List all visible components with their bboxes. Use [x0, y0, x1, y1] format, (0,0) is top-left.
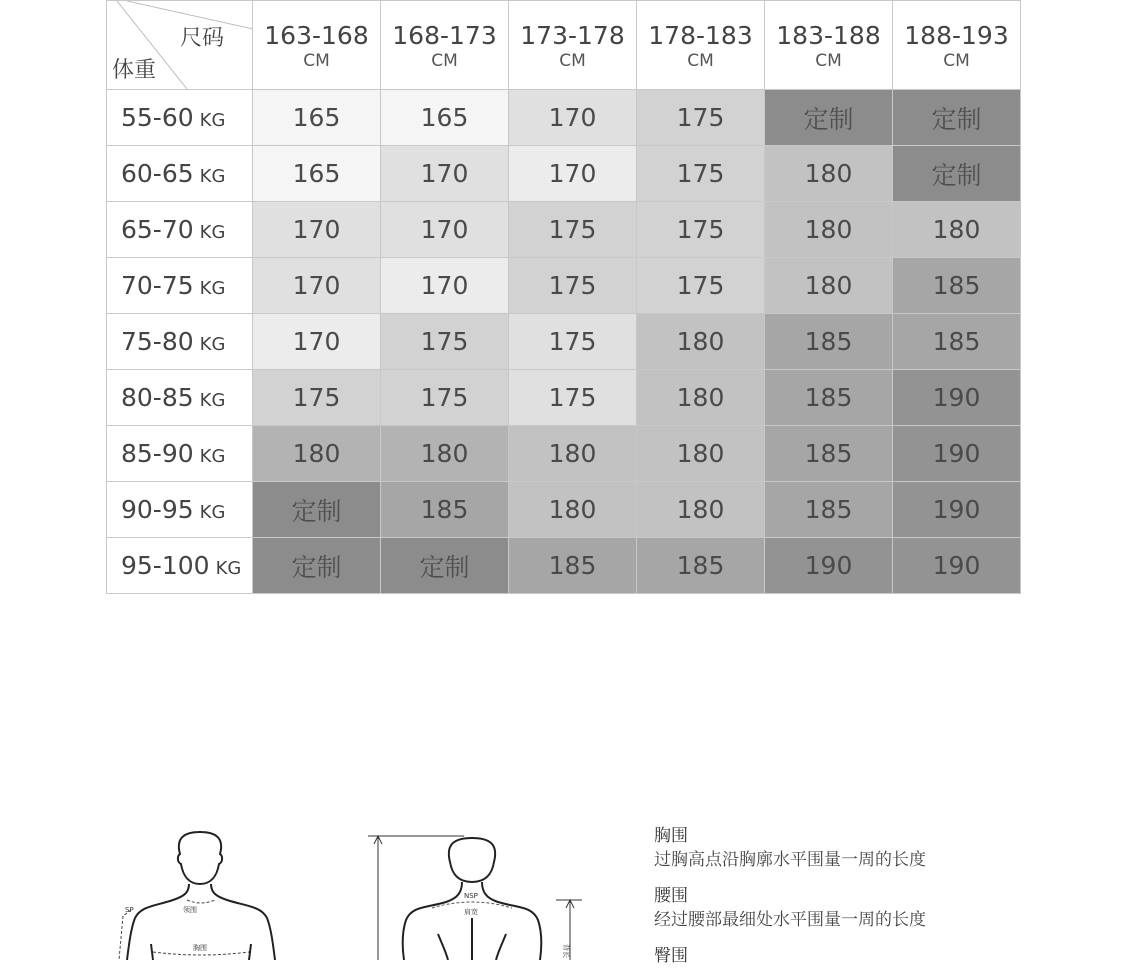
size-cell: 185 [765, 426, 893, 482]
size-cell: 175 [509, 202, 637, 258]
size-axis-label: 尺码 [179, 26, 224, 51]
size-cell: 170 [253, 202, 381, 258]
table-row [107, 482, 1021, 538]
measurement-notes [654, 824, 1094, 968]
size-cell: 170 [381, 146, 509, 202]
height-column-header [893, 1, 1021, 90]
size-cell: 175 [381, 370, 509, 426]
note-term: 臀围 [654, 946, 688, 966]
height-unit: CM [559, 51, 586, 71]
back-body-measurement-figure [360, 826, 590, 960]
size-cell: 190 [893, 426, 1021, 482]
weight-range: 60-65 [121, 159, 194, 188]
weight-unit: KG [199, 446, 226, 467]
weight-axis-label: 体重 [112, 58, 157, 83]
note-item [654, 944, 1094, 968]
table-row [107, 426, 1021, 482]
weight-range: 95-100 [121, 551, 210, 580]
height-range: 168-173 [392, 21, 497, 50]
weight-label [107, 538, 253, 594]
size-cell: 定制 [893, 146, 1021, 202]
size-cell: 165 [253, 90, 381, 146]
height-range: 163-168 [264, 21, 369, 50]
size-chart-table [106, 0, 1021, 594]
table-row [107, 314, 1021, 370]
size-cell: 180 [637, 370, 765, 426]
height-column-header [765, 1, 893, 90]
size-cell: 185 [893, 258, 1021, 314]
height-column-header [509, 1, 637, 90]
weight-unit: KG [199, 278, 226, 299]
size-cell: 180 [637, 482, 765, 538]
height-column-header [381, 1, 509, 90]
size-cell: 180 [765, 202, 893, 258]
table-row [107, 146, 1021, 202]
size-cell: 170 [509, 146, 637, 202]
weight-label [107, 146, 253, 202]
table-row [107, 202, 1021, 258]
front-body-measurement-figure [105, 826, 305, 960]
size-cell: 175 [637, 202, 765, 258]
size-cell: 190 [893, 370, 1021, 426]
weight-unit: KG [199, 502, 226, 523]
size-cell: 190 [765, 538, 893, 594]
height-range: 173-178 [520, 21, 625, 50]
neck-measure-label: 领围 [183, 906, 197, 914]
size-cell: 170 [509, 90, 637, 146]
size-cell: 定制 [381, 538, 509, 594]
weight-range: 65-70 [121, 215, 194, 244]
size-cell: 180 [509, 482, 637, 538]
weight-range: 85-90 [121, 439, 194, 468]
table-row [107, 370, 1021, 426]
back-length-label: 背长 [562, 944, 570, 958]
size-cell: 定制 [765, 90, 893, 146]
size-cell: 170 [253, 314, 381, 370]
size-cell: 180 [637, 426, 765, 482]
height-unit: CM [687, 51, 714, 71]
header-row [107, 1, 1021, 90]
weight-range: 75-80 [121, 327, 194, 356]
size-cell: 170 [381, 258, 509, 314]
note-term: 腰围 [654, 886, 688, 906]
weight-range: 90-95 [121, 495, 194, 524]
size-cell: 175 [253, 370, 381, 426]
size-cell: 定制 [253, 538, 381, 594]
size-cell: 170 [381, 202, 509, 258]
shoulder-point-label: SP [125, 906, 134, 914]
size-cell: 165 [253, 146, 381, 202]
weight-label [107, 426, 253, 482]
size-cell: 180 [381, 426, 509, 482]
nsp-label: NSP [464, 892, 478, 900]
size-cell: 175 [637, 258, 765, 314]
size-cell: 175 [637, 90, 765, 146]
note-item [654, 824, 1094, 872]
size-cell: 180 [637, 314, 765, 370]
size-cell: 170 [253, 258, 381, 314]
size-cell: 180 [509, 426, 637, 482]
height-unit: CM [815, 51, 842, 71]
weight-label [107, 90, 253, 146]
height-unit: CM [943, 51, 970, 71]
size-cell: 175 [381, 314, 509, 370]
height-column-header [637, 1, 765, 90]
height-range: 183-188 [776, 21, 881, 50]
size-cell: 185 [765, 314, 893, 370]
weight-unit: KG [199, 110, 226, 131]
weight-label [107, 370, 253, 426]
size-cell: 185 [509, 538, 637, 594]
size-cell: 175 [509, 258, 637, 314]
note-term: 胸围 [654, 826, 688, 846]
size-cell: 185 [893, 314, 1021, 370]
size-cell: 190 [893, 482, 1021, 538]
shoulder-width-label: 肩宽 [464, 908, 478, 916]
size-cell: 180 [765, 146, 893, 202]
height-range: 188-193 [904, 21, 1009, 50]
size-cell: 185 [637, 538, 765, 594]
note-description: 经过腰部最细处水平围量一周的长度 [654, 910, 926, 930]
weight-label [107, 482, 253, 538]
weight-unit: KG [215, 558, 242, 579]
size-cell: 190 [893, 538, 1021, 594]
height-unit: CM [303, 51, 330, 71]
note-item [654, 884, 1094, 932]
size-cell: 定制 [253, 482, 381, 538]
weight-unit: KG [199, 390, 226, 411]
size-cell: 180 [253, 426, 381, 482]
weight-range: 55-60 [121, 103, 194, 132]
weight-label [107, 202, 253, 258]
size-cell: 165 [381, 90, 509, 146]
size-cell: 180 [893, 202, 1021, 258]
chest-measure-label: 胸围 [193, 944, 207, 952]
size-cell: 定制 [893, 90, 1021, 146]
size-cell: 175 [509, 314, 637, 370]
weight-range: 80-85 [121, 383, 194, 412]
weight-unit: KG [199, 334, 226, 355]
weight-unit: KG [199, 222, 226, 243]
weight-unit: KG [199, 166, 226, 187]
size-cell: 175 [509, 370, 637, 426]
height-column-header [253, 1, 381, 90]
size-cell: 185 [765, 370, 893, 426]
size-cell: 185 [381, 482, 509, 538]
corner-cell [107, 1, 253, 90]
table-row [107, 538, 1021, 594]
note-description: 过胸高点沿胸廓水平围量一周的长度 [654, 850, 926, 870]
weight-label [107, 258, 253, 314]
weight-label [107, 314, 253, 370]
size-cell: 175 [637, 146, 765, 202]
table-row [107, 258, 1021, 314]
height-range: 178-183 [648, 21, 753, 50]
height-unit: CM [431, 51, 458, 71]
weight-range: 70-75 [121, 271, 194, 300]
size-cell: 185 [765, 482, 893, 538]
size-cell: 180 [765, 258, 893, 314]
table-row [107, 90, 1021, 146]
